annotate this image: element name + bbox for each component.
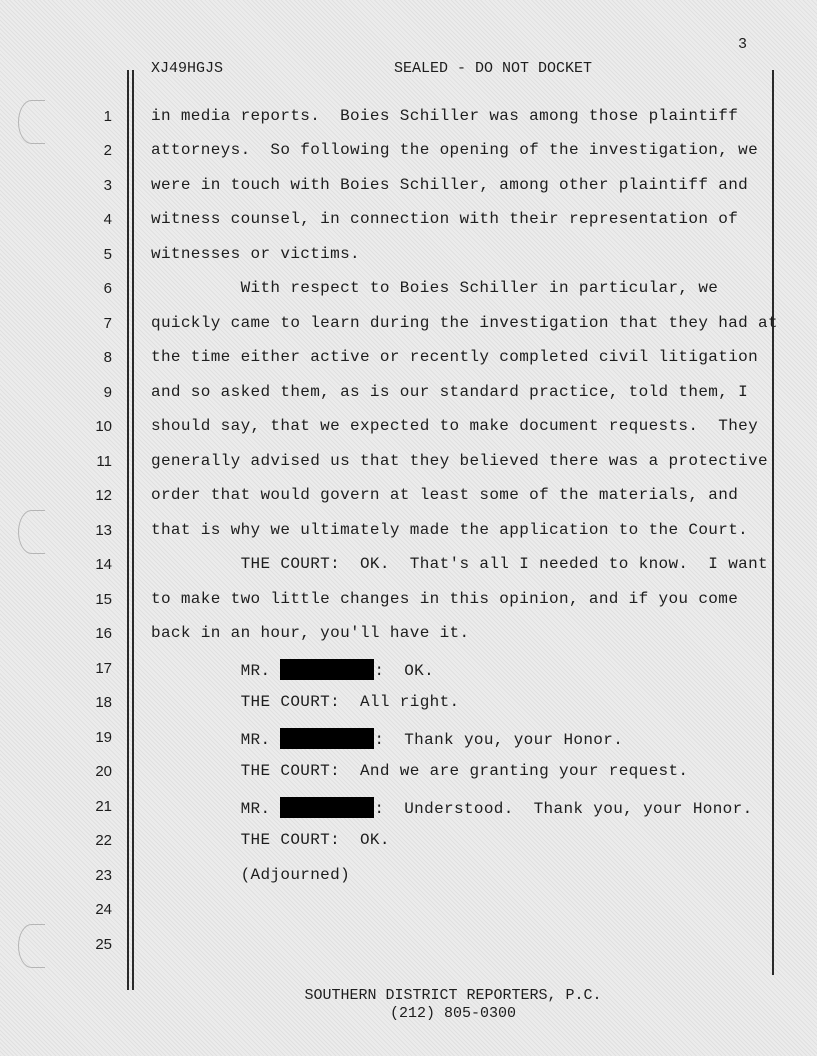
line-number: 12	[95, 487, 112, 504]
line-number: 16	[95, 625, 112, 642]
transcript-line: generally advised us that they believed there was a protective	[151, 452, 768, 470]
transcript-line: witnesses or victims.	[151, 245, 360, 263]
line-number: 3	[103, 177, 112, 194]
line-number: 4	[103, 211, 112, 228]
transcript-line: attorneys. So following the opening of the investigation, we	[151, 141, 759, 159]
transcript-line	[151, 659, 434, 680]
line-number: 10	[95, 418, 112, 435]
punch-hole-mark	[18, 100, 45, 144]
redaction-block	[280, 728, 374, 749]
redaction-block	[280, 659, 374, 680]
speaker-remark: : Understood. Thank you, your Honor.	[374, 800, 753, 818]
line-number: 18	[95, 694, 112, 711]
line-number: 5	[103, 246, 112, 263]
punch-hole-mark	[18, 510, 45, 554]
speaker-prefix: MR.	[151, 662, 281, 680]
left-margin-rule-inner	[132, 70, 134, 990]
redaction-block	[280, 797, 374, 818]
footer	[0, 987, 817, 1023]
document-id: XJ49HGJS	[151, 60, 224, 77]
line-number: 21	[95, 798, 112, 815]
transcript-line: witness counsel, in connection with their representation of	[151, 210, 739, 228]
line-number: 13	[95, 522, 112, 539]
transcript-line: With respect to Boies Schiller in particular, we	[151, 279, 719, 297]
line-number: 7	[103, 315, 112, 332]
transcript-line: the time either active or recently completed civil litigation	[151, 348, 759, 366]
line-number: 22	[95, 832, 112, 849]
line-number: 8	[103, 349, 112, 366]
transcript-line: to make two little changes in this opinion, and if you come	[151, 590, 739, 608]
speaker-remark: : OK.	[374, 662, 435, 680]
footer-phone: (212) 805-0300	[389, 1005, 517, 1022]
line-number: 17	[95, 660, 112, 677]
transcript-line	[151, 797, 753, 818]
transcript-line: and so asked them, as is our standard practice, told them, I	[151, 383, 749, 401]
transcript-line: were in touch with Boies Schiller, among other plaintiff and	[151, 176, 749, 194]
transcript-line: in media reports. Boies Schiller was among those plaintiff	[151, 107, 739, 125]
right-margin-rule	[772, 70, 774, 975]
line-number: 19	[95, 729, 112, 746]
speaker-prefix: MR.	[151, 731, 281, 749]
sealed-notice: SEALED - DO NOT DOCKET	[394, 60, 593, 77]
speaker-remark: : Thank you, your Honor.	[374, 731, 624, 749]
transcript-line: THE COURT: All right.	[151, 693, 460, 711]
transcript-line: quickly came to learn during the investigation that they had at	[151, 314, 778, 332]
line-number: 20	[95, 763, 112, 780]
line-number: 14	[95, 556, 112, 573]
line-number: 1	[103, 108, 112, 125]
transcript-line: should say, that we expected to make document requests. They	[151, 417, 759, 435]
line-number: 24	[95, 901, 112, 918]
transcript-line: order that would govern at least some of the materials, and	[151, 486, 739, 504]
line-number: 23	[95, 867, 112, 884]
line-number: 2	[103, 142, 112, 159]
transcript-line: that is why we ultimately made the application to the Court.	[151, 521, 749, 539]
transcript-line: THE COURT: And we are granting your request.	[151, 762, 689, 780]
transcript-line: THE COURT: OK. That's all I needed to know. I want	[151, 555, 768, 573]
speaker-prefix: MR.	[151, 800, 281, 818]
line-number: 6	[103, 280, 112, 297]
line-number: 25	[95, 936, 112, 953]
transcript-line	[151, 728, 623, 749]
transcript-line: (Adjourned)	[151, 866, 351, 884]
line-number: 9	[103, 384, 112, 401]
punch-hole-mark	[18, 924, 45, 968]
footer-company: SOUTHERN DISTRICT REPORTERS, P.C.	[304, 987, 602, 1004]
transcript-line: back in an hour, you'll have it.	[151, 624, 470, 642]
line-number: 15	[95, 591, 112, 608]
transcript-line: THE COURT: OK.	[151, 831, 390, 849]
left-margin-rule-outer	[127, 70, 129, 990]
line-number: 11	[96, 453, 112, 470]
page-number: 3	[738, 36, 748, 53]
